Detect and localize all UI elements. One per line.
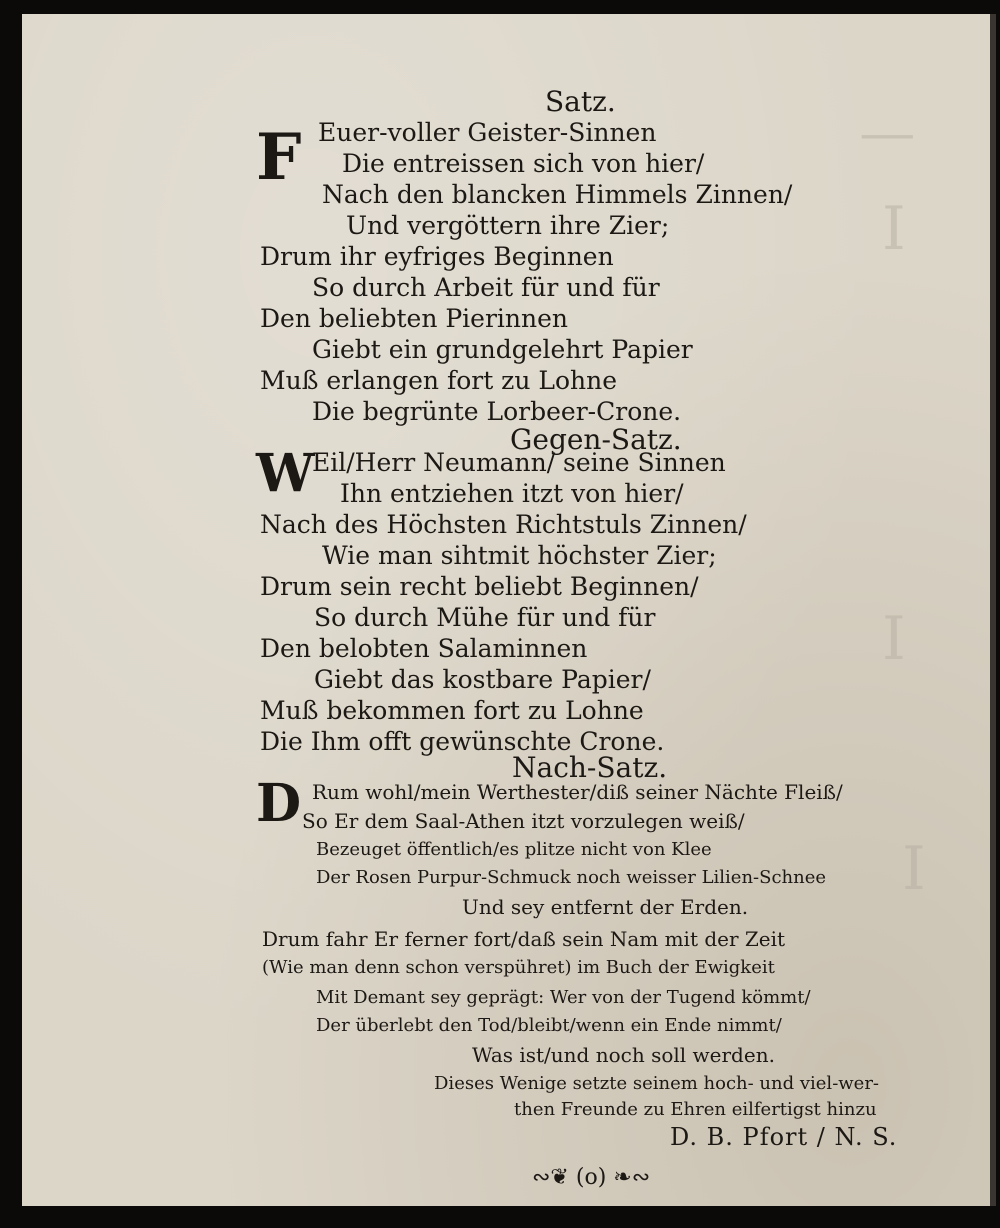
verse-line: Der Rosen Purpur-Schmuck noch weisser Lilien-Schnee: [316, 867, 827, 888]
verse-line: Nach des Höchsten Richtstuls Zinnen/: [260, 510, 747, 539]
verse-line: Rum wohl/mein Werthester/diß seiner Nächte Fleiß/: [312, 780, 843, 804]
book-page: [22, 14, 996, 1206]
verse-line: Giebt ein grundgelehrt Papier: [312, 335, 693, 364]
signature: D. B. Pfort / N. S.: [670, 1123, 898, 1151]
verse-line: Der überlebt den Tod/bleibt/wenn ein Ende nimmt/: [316, 1015, 782, 1036]
section-heading-gegen-satz: Gegen-Satz.: [510, 423, 682, 456]
verse-line: Den belobten Salaminnen: [260, 634, 588, 663]
verse-line: Den beliebten Pierinnen: [260, 304, 569, 333]
verse-line: Bezeuget öffentlich/es plitze nicht von Klee: [316, 839, 712, 860]
verse-line: Drum fahr Er ferner fort/daß sein Nam mit der Zeit: [262, 927, 786, 951]
verse-line: So durch Mühe für und für: [314, 603, 656, 632]
verse-line: Drum ihr eyfriges Beginnen: [260, 242, 614, 271]
verse-line: Mit Demant sey geprägt: Wer von der Tugend kömmt/: [316, 987, 811, 1008]
verse-line: Die begrünte Lorbeer-Crone.: [312, 397, 682, 426]
dedication-line: then Freunde zu Ehren eilfertigst hinzu: [514, 1099, 877, 1120]
page-edge: [990, 14, 996, 1206]
section-heading-nach-satz: Nach-Satz.: [512, 751, 668, 784]
verse-line: Euer-voller Geister-Sinnen: [318, 118, 657, 147]
drop-capital-f: F: [256, 120, 302, 195]
verse-line: Muß erlangen fort zu Lohne: [260, 366, 618, 395]
verse-line: Ihn entziehen itzt von hier/: [340, 479, 684, 508]
verse-line: So durch Arbeit für und für: [312, 273, 660, 302]
page-ornament: ∾❦ (o) ❧∾: [532, 1165, 651, 1190]
verse-line: Giebt das kostbare Papier/: [314, 665, 651, 694]
verse-line: Eil/Herr Neumann/ seine Sinnen: [312, 448, 726, 477]
verse-line: Nach den blancken Himmels Zinnen/: [322, 180, 793, 209]
verse-line: So Er dem Saal-Athen itzt vorzulegen weiß/: [302, 809, 745, 833]
bleed-through-text: ▁▁▁: [862, 114, 913, 139]
bleed-through-text: I: [882, 604, 906, 674]
verse-line: (Wie man denn schon verspühret) im Buch der Ewigkeit: [262, 957, 775, 978]
verse-line: Was ist/und noch soll werden.: [472, 1043, 775, 1067]
verse-line: Muß bekommen fort zu Lohne: [260, 696, 644, 725]
section-heading-satz: Satz.: [545, 85, 616, 118]
verse-line: Und sey entfernt der Erden.: [462, 895, 749, 919]
verse-line: Wie man sihtmit höchster Zier;: [322, 541, 717, 570]
bleed-through-text: I: [882, 194, 906, 264]
bleed-through-text: I: [902, 834, 926, 904]
verse-line: Und vergöttern ihre Zier;: [346, 211, 670, 240]
drop-capital-w: W: [256, 443, 315, 504]
drop-capital-d: D: [256, 773, 302, 834]
verse-line: Die entreissen sich von hier/: [342, 149, 705, 178]
verse-line: Drum sein recht beliebt Beginnen/: [260, 572, 699, 601]
verse-line: Die Ihm offt gewünschte Crone.: [260, 727, 665, 756]
dedication-line: Dieses Wenige setzte seinem hoch- und viel-wer-: [434, 1073, 880, 1094]
